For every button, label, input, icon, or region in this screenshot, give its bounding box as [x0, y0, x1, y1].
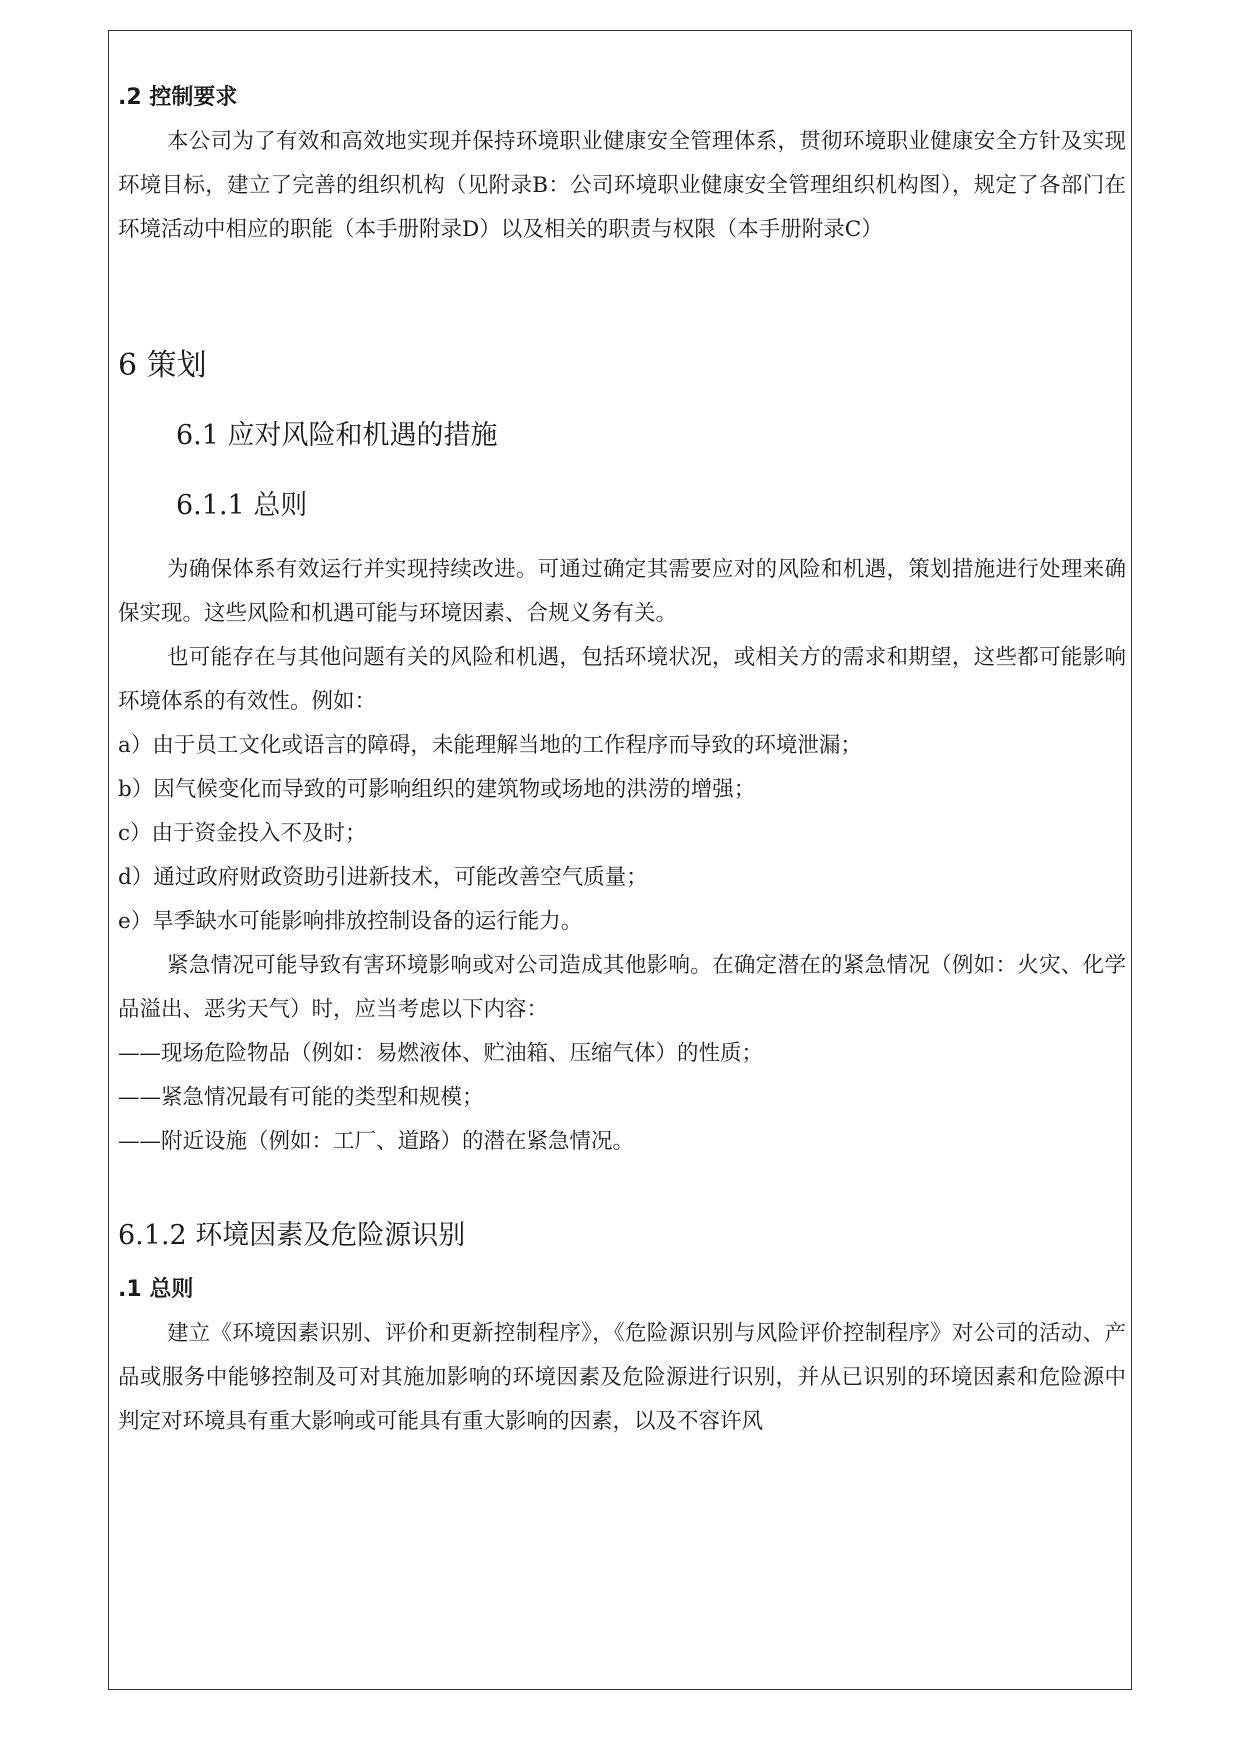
list-item: ——附近设施（例如：工厂、道路）的潜在紧急情况。	[118, 1129, 635, 1154]
section-title-6-1-1: 6.1.1 总则	[176, 490, 308, 521]
list-item: a）由于员工文化或语言的障碍，未能理解当地的工作程序而导致的环境泄漏；	[118, 733, 862, 758]
paragraph-general-1: 为确保体系有效运行并实现持续改进。可通过确定其需要应对的风险和机遇，策划措施进行处理来确保实现。这些风险和机遇可能与环境因素、合规义务有关。	[118, 557, 1126, 626]
section-title-6-1-2: 6.1.2 环境因素及危险源识别	[118, 1220, 466, 1251]
list-item: b）因气候变化而导致的可影响组织的建筑物或场地的洪涝的增强；	[118, 777, 756, 802]
paragraph-emergency: 紧急情况可能导致有害环境影响或对公司造成其他影响。在确定潜在的紧急情况（例如：火灾、化学品溢出、恶劣天气）时，应当考虑以下内容：	[118, 953, 1126, 1022]
list-item: ——现场危险物品（例如：易燃液体、贮油箱、压缩气体）的性质；	[118, 1041, 764, 1066]
list-item: ——紧急情况最有可能的类型和规模；	[118, 1085, 484, 1110]
paragraph-organization: 本公司为了有效和高效地实现并保持环境职业健康安全管理体系，贯彻环境职业健康安全方针及实现环境目标，建立了完善的组织机构（见附录B：公司环境职业健康安全管理组织机构图），规定了各部门在环境活动中相应的职能（本手册附录D）以及相关的职责与权限（本手册附录C）	[118, 129, 1126, 242]
paragraph-identification: 建立《环境因素识别、评价和更新控制程序》，《危险源识别与风险评价控制程序》对公司的活动、产品或服务中能够控制及可对其施加影响的环境因素及危险源进行识别，并从已识别的环境因素和危险源中判定对环境具有重大影响或可能具有重大影响的因素，以及不容许风	[118, 1321, 1126, 1434]
document-body	[118, 76, 1126, 1444]
list-item: c）由于资金投入不及时；	[118, 821, 367, 846]
list-item: e）旱季缺水可能影响排放控制设备的运行能力。	[118, 909, 583, 934]
list-item: d）通过政府财政资助引进新技术，可能改善空气质量；	[118, 865, 648, 890]
section-title-6-1: 6.1 应对风险和机遇的措施	[176, 420, 498, 451]
section-title-planning: 6 策划	[118, 348, 207, 383]
paragraph-general-2: 也可能存在与其他问题有关的风险和机遇，包括环境状况，或相关方的需求和期望，这些都可能影响环境体系的有效性。例如：	[118, 645, 1126, 714]
subsection-heading-control-requirements: .2 控制要求	[118, 85, 238, 110]
subsection-heading-general: .1 总则	[118, 1277, 194, 1302]
